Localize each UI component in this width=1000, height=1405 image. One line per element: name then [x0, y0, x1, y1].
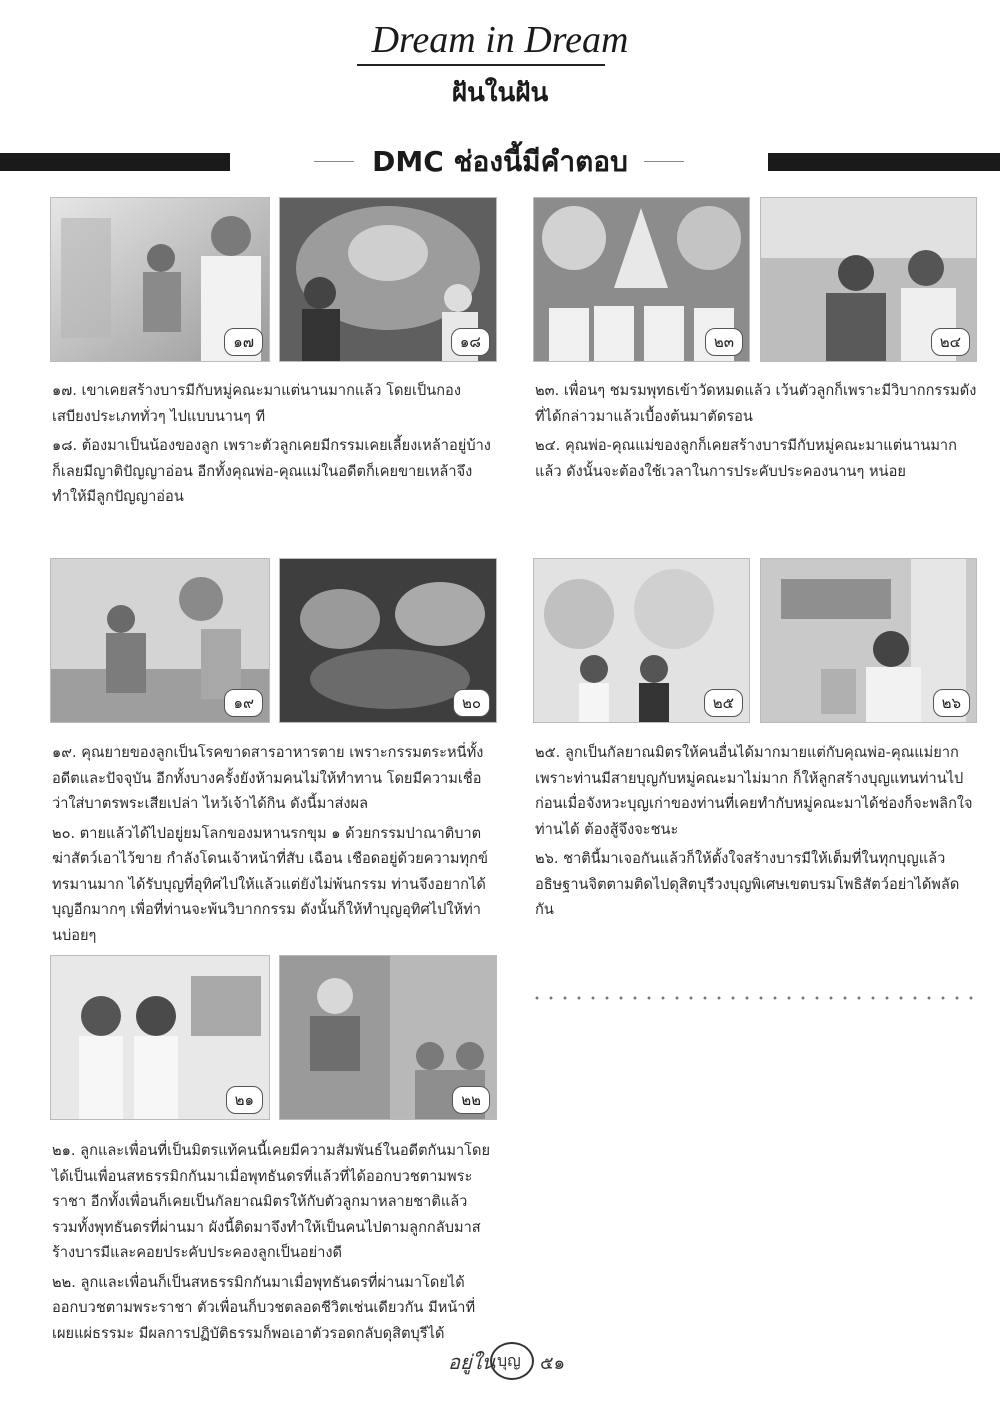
page-footer: [448, 1342, 578, 1382]
section-rule-left: [314, 161, 354, 162]
photo-number-badge: ๒๑: [226, 1086, 263, 1114]
photo-26: [760, 558, 977, 723]
photo-18: [279, 197, 497, 362]
caption-17: ๑๗. เขาเคยสร้างบารมีกับหมู่คณะมาแต่นานมากแล้ว โดยเป็นกองเสบียงประเภททั่วๆ ไปแบบนานๆ ที: [52, 382, 461, 425]
caption-block-25-26: [535, 740, 977, 927]
photo-number-badge: ๑๘: [451, 328, 490, 356]
caption-block-19-20: [52, 740, 497, 952]
caption-block-21-22: [52, 1138, 497, 1350]
page-number: ๕๑: [540, 1353, 566, 1374]
caption-25: ๒๕. ลูกเป็นกัลยาณมิตรให้คนอื่นได้มากมายแต่กับคุณพ่อ-คุณแม่ยากเพราะท่านมีสายบุญกับหมู่คณะมาไม่มาก ก็ให้ลูกสร้างบุญแทนท่านไปก่อนเมื่อจังหวะบุญเก่าของท่านที่เคยทำกับหมู่คณะมาได้ช่องก็จะพลิกใจท่านได้ ต้องสู้จึงจะชนะ: [535, 744, 973, 838]
footer-logo-text: อยู่ใน: [448, 1350, 496, 1374]
photo-24: [760, 197, 977, 362]
photo-number-badge: ๒๐: [453, 689, 490, 717]
caption-26: ๒๖. ชาตินี้มาเจอกันแล้วก็ให้ตั้งใจสร้างบารมีให้เต็มที่ในทุกบุญแล้วอธิษฐานจิตตามติดไปดุสิตบุรีวงบุญพิเศษเขตบรมโพธิสัตว์อย่าได้พลัดกัน: [535, 850, 960, 918]
section-rule-right: [644, 161, 684, 162]
magazine-subtitle: ฝันในฝัน: [451, 78, 549, 108]
caption-21: ๒๑. ลูกและเพื่อนที่เป็นมิตรแท้คนนี้เคยมีความสัมพันธ์ในอดีตกันมาโดยได้เป็นเพื่อนสหธรรมิกกันมาเมื่อพุทธันดรที่แล้วที่ได้ออกบวชตามพระราชา อีกทั้งเพื่อนก็เคยเป็นกัลยาณมิตรให้กับตัวลูกมาหลายชาติแล้ว รวมทั้งพุทธันดรที่ผ่านมา ผังนี้ติดมาจึงทำให้เป็นคนไปตามลูกกลับมาสร้างบารมีและคอยประคับประคองลูกเป็นอย่างดี: [52, 1142, 491, 1261]
caption-22: ๒๒. ลูกและเพื่อนก็เป็นสหธรรมิกกันมาเมื่อพุทธันดรที่ผ่านมาโดยได้ออกบวชตามพระราชา ตัวเพื่อนก็บวชตลอดชีวิตเช่นเดียวกัน มีหน้าที่เผยแผ่ธรรมะ มีผลการปฏิบัติธรรมก็พอเอาตัวรอดกลับดุสิตบุรีได้: [52, 1273, 476, 1342]
magazine-title: Dream in Dream: [371, 19, 629, 61]
photo-21: [50, 955, 270, 1120]
photo-22: [279, 955, 497, 1120]
photo-19: [50, 558, 270, 723]
section-title: DMC ช่องนี้มีคำตอบ: [372, 145, 628, 178]
footer-logo-circle: [490, 1342, 534, 1380]
caption-18: ๑๘. ต้องมาเป็นน้องของลูก เพราะตัวลูกเคยมีกรรมเคยเลี้ยงเหล้าอยู่บ้างก็เลยมีญาติปัญญาอ่อน อีกทั้งคุณพ่อ-คุณแม่ในอดีตก็เคยขายเหล้าจึงทำให้มีลูกปัญญาอ่อน: [52, 437, 491, 505]
section-bar-left: [0, 153, 230, 171]
caption-block-23-24: [535, 378, 977, 488]
photo-25: [533, 558, 750, 723]
caption-19: ๑๙. คุณยายของลูกเป็นโรคขาดสารอาหารตาย เพราะกรรมตระหนี่ทั้งอดีตและปัจจุบัน อีกทั้งบางครั้งยังห้ามคนไม่ให้ทำทาน โดยมีความเชื่อว่าใส่บาตรพระเสียเปล่า ไหว้เจ้าได้กิน ดังนี้มาส่งผล: [52, 744, 484, 812]
section-bar-right: [768, 153, 1000, 171]
photo-20: [279, 558, 497, 723]
photo-number-badge: ๒๓: [705, 328, 743, 356]
photo-number-badge: ๒๕: [704, 689, 743, 717]
photo-number-badge: ๑๗: [224, 328, 263, 356]
footer-logo-circle-text: บุญ: [497, 1351, 521, 1370]
caption-20: ๒๐. ตายแล้วได้ไปอยู่ยมโลกของมหานรกขุม ๑ ด้วยกรรมปาณาติบาตฆ่าสัตว์เอาไว้ขาย กำลังโดนเจ้าหน้าที่สับ เฉือน เชือดอยู่ด้วยความทุกข์ทรมานมาก ได้รับบุญที่อุทิศไปให้แล้วแต่ยังไม่พ้นกรรม ท่านจึงอยากได้บุญอีกมากๆ เพื่อที่ท่านจะพ้นวิบากกรรม ดังนั้นก็ให้ทำบุญอุทิศไปให้ท่านบ่อยๆ: [52, 824, 488, 944]
title-underline: [357, 64, 605, 66]
caption-24: ๒๔. คุณพ่อ-คุณแม่ของลูกก็เคยสร้างบารมีกับหมู่คณะมาแต่นานมากแล้ว ดังนั้นจะต้องใช้เวลาในการประคับประคองนานๆ หน่อย: [535, 437, 957, 480]
photo-17: [50, 197, 270, 362]
photo-23: [533, 197, 750, 362]
photo-number-badge: ๒๒: [452, 1086, 490, 1114]
caption-block-17-18: [52, 378, 497, 514]
photo-number-badge: ๑๙: [224, 689, 263, 717]
caption-23: ๒๓. เพื่อนๆ ชมรมพุทธเข้าวัดหมดแล้ว เว้นตัวลูกก็เพราะมีวิบากกรรมดังที่ได้กล่าวมาแล้วเบื้องต้นมาตัดรอน: [535, 382, 977, 425]
photo-number-badge: ๒๖: [933, 689, 970, 717]
dotted-separator: [530, 995, 975, 1001]
photo-number-badge: ๒๔: [931, 328, 970, 356]
